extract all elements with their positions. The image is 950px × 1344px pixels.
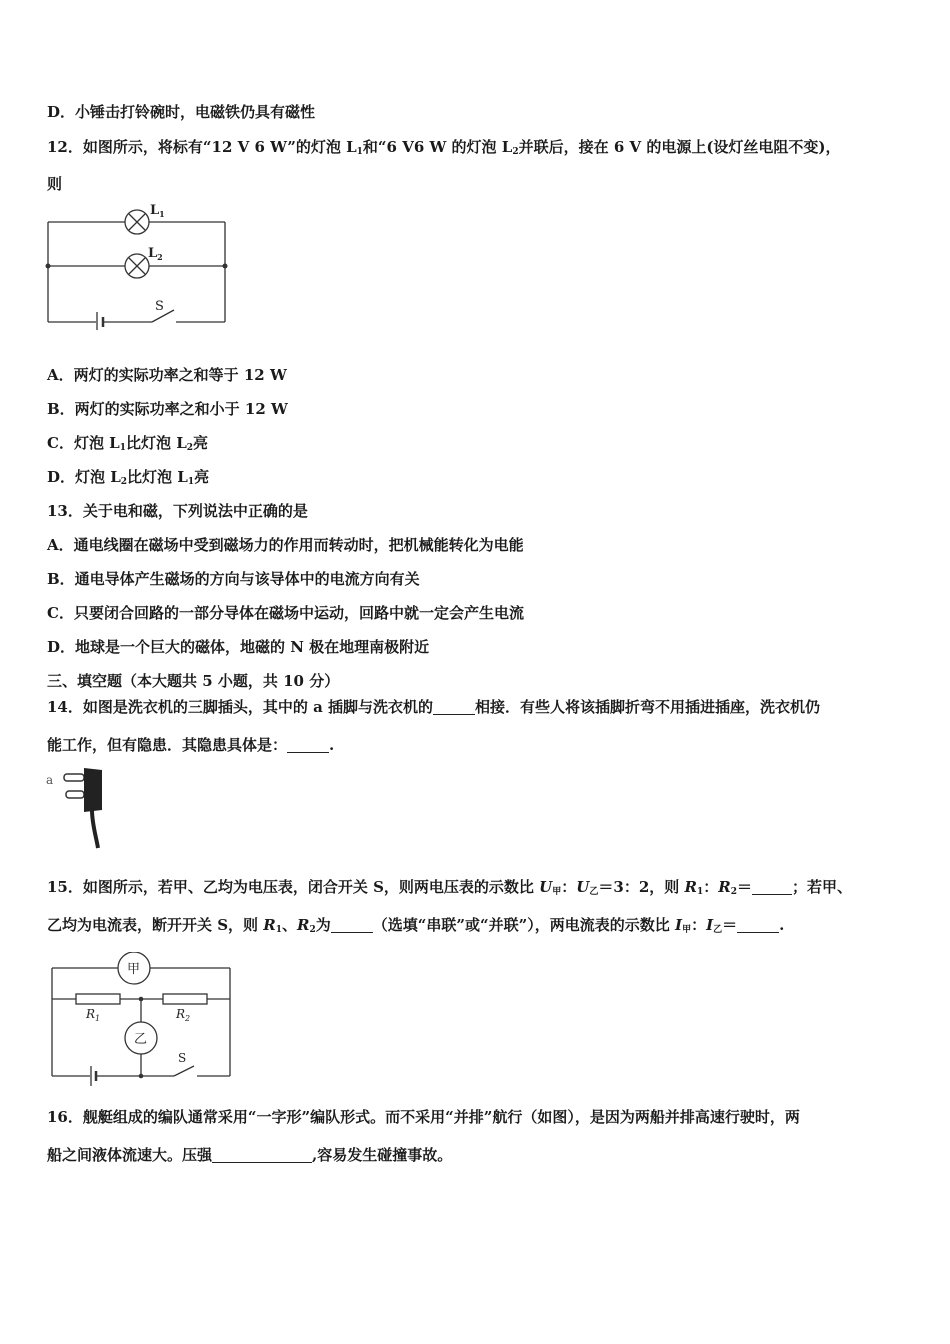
q14-stem-line2: 能工作，但有隐患．其隐患具体是： .	[47, 736, 335, 754]
q15-meter-yi: 乙	[134, 1032, 148, 1047]
q12-lamp1-label: $L_1$	[150, 203, 165, 219]
q14-plug-figure	[44, 764, 114, 850]
q12-circuit-diagram	[40, 198, 240, 330]
q11-option-d: D．小锤击打铃碗时，电磁铁仍具有磁性	[47, 103, 316, 121]
q13-option-d: D．地球是一个巨大的磁体，地磁的 N 极在地理南极附近	[47, 638, 430, 656]
q13-option-b: B．通电导体产生磁场的方向与该导体中的电流方向有关	[47, 570, 420, 588]
q16-stem-line1: 16．舰艇组成的编队通常采用“一字形”编队形式。而不采用“并排”航行（如图），是因为两船并排高速行驶时，两	[47, 1108, 800, 1126]
q13-stem: 13．关于电和磁，下列说法中正确的是	[47, 502, 308, 520]
q15-circuit-diagram	[44, 952, 244, 1086]
q12-option-d: D．灯泡 $L_2$比灯泡 $L_1$亮	[47, 468, 210, 487]
q14-stem-line1: 14．如图是洗衣机的三脚插头，其中的 a 插脚与洗衣机的 相接．有些人将该插脚折弯不用插进插座，洗衣机仍	[47, 698, 821, 716]
q13-option-c: C．只要闭合回路的一部分导体在磁场中运动，回路中就一定会产生电流	[47, 604, 524, 622]
q12-stem-line2: 则	[47, 175, 63, 193]
q13-option-a: A．通电线圈在磁场中受到磁场力的作用而转动时，把机械能转化为电能	[47, 536, 524, 554]
q12-option-c: C．灯泡 $L_1$比灯泡 $L_2$亮	[47, 434, 209, 453]
q15-stem-line1: 15．如图所示，若甲、乙均为电压表，闭合开关 S，则两电压表的示数比 $U_甲$：$U_乙=3$：2，则 $R_1$：$R_2=$ ；若甲、	[47, 878, 853, 897]
q16-stem-line2: 船之间液体流速大。压强 ,容易发生碰撞事故。	[47, 1146, 453, 1164]
q12-switch-label: S	[155, 299, 164, 314]
q12-option-b: B．两灯的实际功率之和小于 12 W	[47, 400, 288, 418]
q12-option-a: A．两灯的实际功率之和等于 12 W	[47, 366, 287, 384]
q15-stem-line2: 乙均为电流表，断开开关 S，则 $R_1$、$R_2$为 （选填“串联”或“并联”），两电流表的示数比 $I_甲$：$I_乙=$ .	[47, 916, 785, 935]
q15-switch-label: S	[178, 1051, 187, 1065]
q14-plug-label: a	[46, 773, 54, 787]
section-3-title: 三、填空题（本大题共 5 小题，共 10 分）	[47, 672, 340, 690]
q12-stem: 12．如图所示，将标有“12 V 6 W”的灯泡 $L_1$和“6 V6 W 的灯泡 $L_2$并联后，接在 6 V 的电源上(设灯丝电阻不变)，	[47, 138, 841, 157]
q15-r1-label: $R_1$	[86, 1007, 101, 1023]
q15-meter-jia: 甲	[127, 962, 141, 977]
q12-lamp2-label: $L_2$	[148, 246, 163, 262]
q15-r2-label: $R_2$	[176, 1007, 191, 1023]
